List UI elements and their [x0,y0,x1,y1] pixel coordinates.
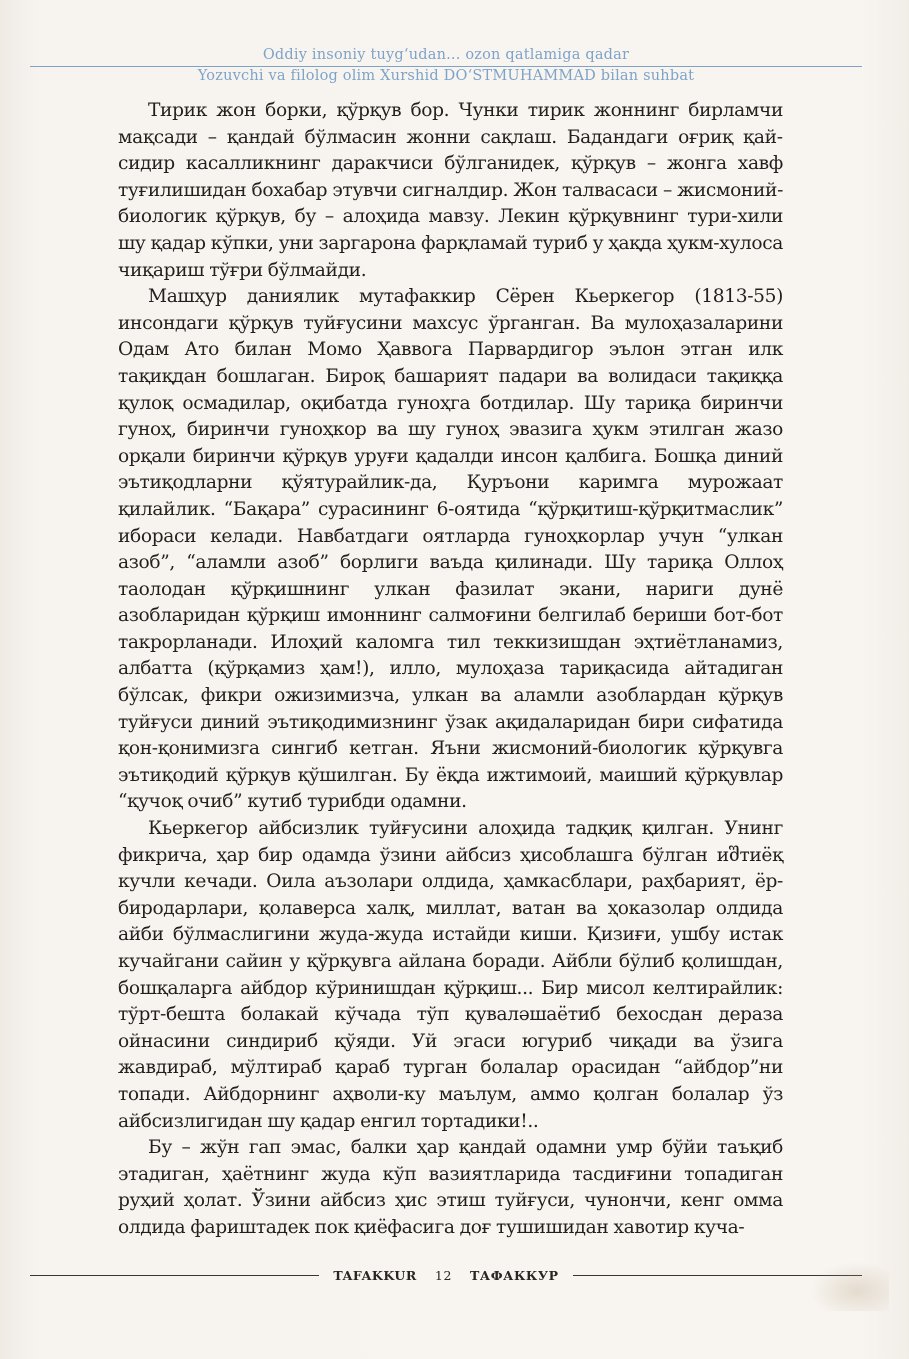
footer-title-cyrillic: ТАФАККУР [470,1267,559,1283]
header-subtitle: Yozuvchi va filolog olim Xurshid DO‘STMUHAMMAD bilan suhbat [197,68,695,84]
page-number: 12 [434,1267,453,1283]
running-footer [30,1264,862,1286]
article-body [118,98,783,1242]
paragraph-1: Тирик жон борки, қўрқув бор. Чунки тирик жоннинг бирламчи мақсади – қандай бўлмасин жонни сақлаш. Бадандаги оғриқ қайсидир касалликнинг даракчиси бўлганидек, қўрқув – жонга хавф туғилишидан бохабар этувчи сигналдир. Жон талвасаси – жисмоний-биологик қўрқув, бу – алоҳида мавзу. Лекин қўрқувнинг тури-хили шу қадар кўпки, уни заргарона фарқламай туриб у ҳақда ҳукм-хулоса чиқариш тўғри бўлмайди. [118,100,783,281]
header-title: Oddiy insoniy tuyg‘udan... ozon qatlamiga qadar [262,47,630,63]
footer-text [319,1268,572,1283]
paragraph-2: Машҳур даниялик мутафаккир Сёрен Кьеркегор (1813-55) инсондаги қўрқув туйғусини махсус ўрганган. Ва мулоҳазаларини Одам Ато билан Момо Ҳаввога Парвардигор эълон этган илк тақиқдан бошлаган. Бироқ башарият падари ва волидаси тақиққа қулоқ осмадилар, оқибатда гуноҳга ботдилар. Шу тариқа биринчи гуноҳ, биринчи гуноҳкор ва шу гуноҳ эвазига ҳукм этилган жазо орқали биринчи қўрқув уруғи қадалди инсон қалбига. Бошқа диний эътиқодларни қўятурайлик-да, Қуръони каримга мурожаат қилайлик. “Бақара” сурасининг 6-оятида “қўрқитиш-қўрқитмаслик” ибораси келади. Навбатдаги оятларда гуноҳкорлар учун “улкан азоб”, “аламли азоб” борлиги ваъда қилинади. Шу тариқа Оллоҳ таолодан қўрқишнинг улкан фазилат экани, нариги дунё азобларидан қўрқиш имоннинг салмоғини белгилаб бериши бот-бот такрорланади. Илоҳий каломга тил теккизишдан эҳтиётланамиз, албатта (қўрқамиз ҳам!), илло, мулоҳаза тариқасида айтадиган бўлсак, фикри ожизимизча, улкан ва аламли азоблардан қўрқув туйғуси диний эътиқодимизнинг ўзак ақидаларидан бири сифатида қон-қонимизга сингиб кетган. Яъни жисмоний-биологик қўрқувга эътиқодий қўрқув қўшилган. Бу ёқда ижтимоий, маиший қўрқувлар “қучоқ очиб” кутиб турибди одамни. [118,286,783,813]
paragraph-4: Бу – жўн гап эмас, балки ҳар қандай одамни умр бўйи таъқиб этадиган, ҳаётнинг жуда кўп вазиятларида тасдиғини топадиган руҳий ҳолат. Ўзини айбсиз ҳис этиш туйғуси, чунончи, кенг омма олдида фариштадек пок қиёфасига доғ тушишидан хавотир куча- [118,1137,783,1238]
footer-rule-left [30,1275,319,1276]
paper-wear-mark [809,1261,889,1311]
footer-title-latin: TAFAKKUR [333,1267,417,1283]
running-header [30,46,862,86]
paragraph-3: Кьеркегор айбсизлик туйғусини алоҳида тадқиқ қилган. Унинг фикрича, ҳар бир одамда ўзини айбсиз ҳисоблашга бўлган иშтиёқ кучли кечади. Оила аъзолари олдида, ҳамкасблари, раҳбарият, ёр-биродарлари, қолаверса халқ, миллат, ватан ва ҳоказолар олдида айби бўлмаслигини жуда-жуда истайди киши. Қизиғи, ушбу истак кучайгани сайин у қўрқувга айлана боради. Айбли бўлиб қолишдан, бошқаларга айбдор кўринишдан қўрқиш... Бир мисол келтирайлик: тўрт-бешта болакай кўчада тўп қуваләшаётиб бехосдан дераза ойнасини синдириб қўяди. Уй эгаси югуриб чиқади ва ўзига жавдираб, мўлтираб қараб турган болалар орасидан “айбдор”ни топади. Айбдорнинг аҳволи-ку маълум, аммо қолган болалар ўз айбсизлигидан шу қадар енгил тортадики!.. [118,818,783,1132]
